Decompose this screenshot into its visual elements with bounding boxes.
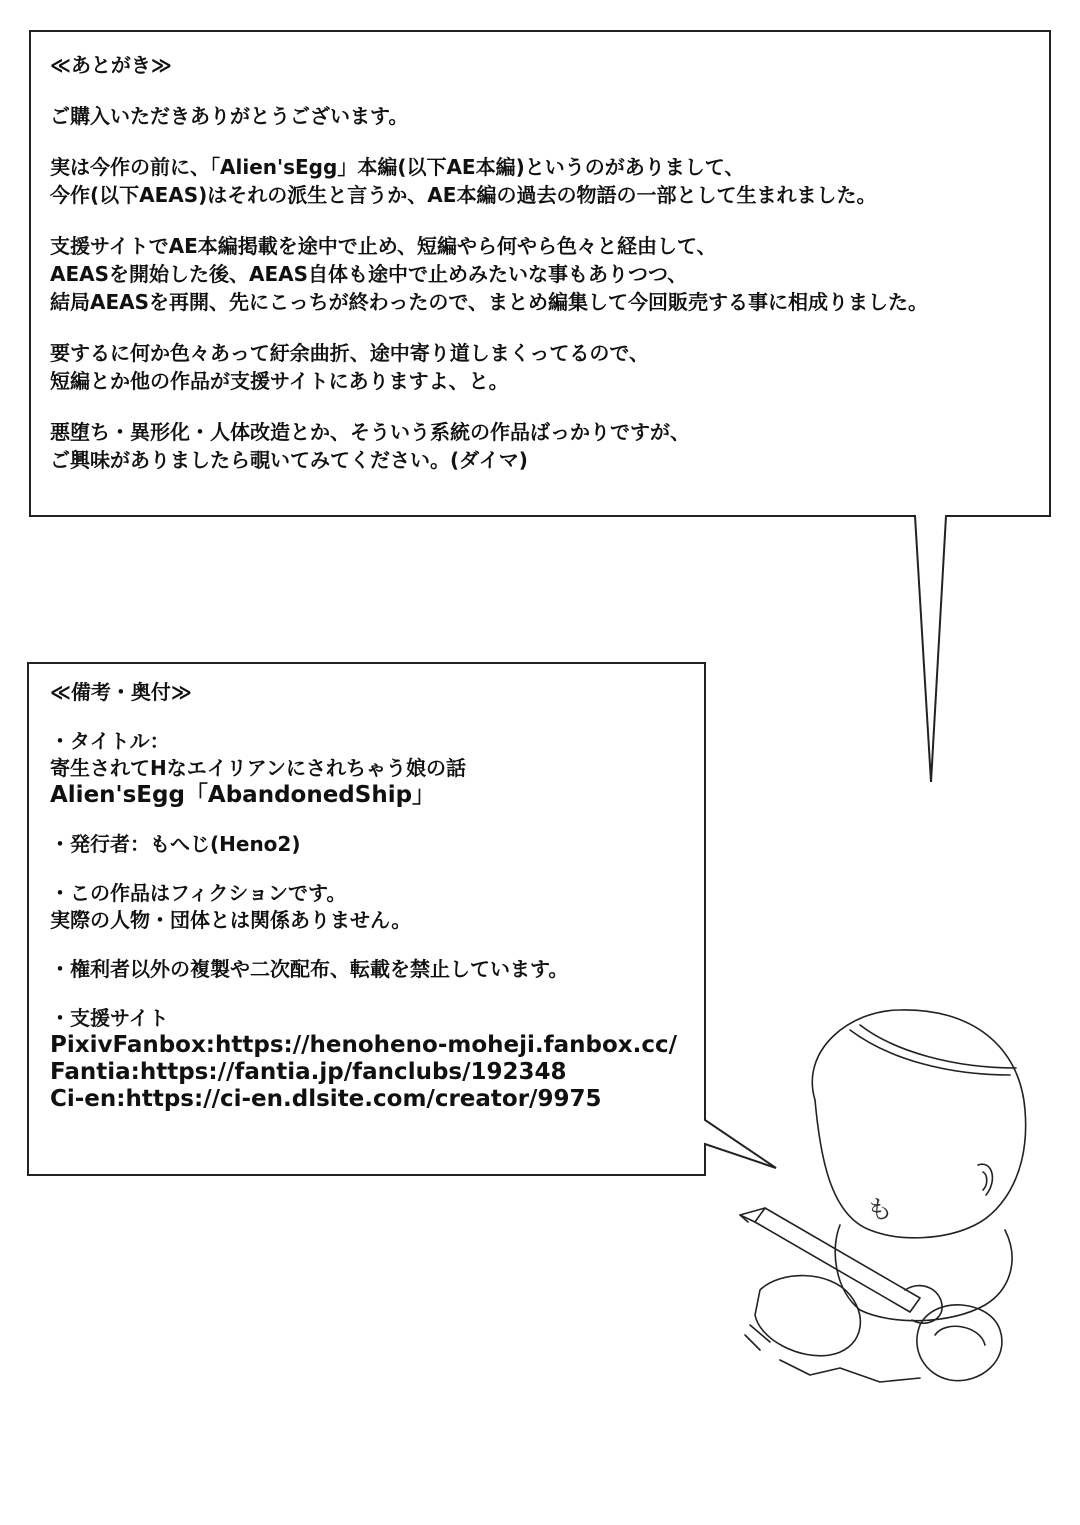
title-english: Alien'sEgg「AbandonedShip」 — [50, 782, 436, 808]
copyright-notice: ・権利者以外の複製や二次配布、転載を禁止しています。 — [50, 957, 569, 981]
afterword-line: 要するに何か色々あって紆余曲折、途中寄り道しまくってるので、 — [50, 341, 649, 365]
afterword-line: 支援サイトでAE本編掲載を途中で止め、短編やら何やら色々と経由して、 — [50, 234, 717, 258]
afterword-text — [50, 51, 928, 474]
notes-text — [50, 679, 677, 1113]
support-cien-link: Ci-en:https://ci-en.dlsite.com/creator/9975 — [50, 1086, 602, 1112]
support-fantia-link: Fantia:https://fantia.jp/fanclubs/192348 — [50, 1059, 567, 1085]
afterword-line: 実は今作の前に、「Alien'sEgg」本編(以下AE本編)というのがありまして、 — [50, 155, 745, 179]
afterword-line: 結局AEASを再開、先にこっちが終わったので、まとめ編集して今回販売する事に相成りました。 — [50, 290, 929, 314]
title-japanese: 寄生されてHなエイリアンにされちゃう娘の話 — [50, 756, 466, 780]
title-label: ・タイトル： — [50, 729, 170, 753]
fiction-notice: ・この作品はフィクションです。 — [50, 881, 347, 905]
afterword-line: AEASを開始した後、AEAS自体も途中で止めみたいな事もありつつ、 — [50, 262, 688, 286]
support-fanbox-link: PixivFanbox:https://henoheno-moheji.fanbox.cc/ — [50, 1032, 678, 1058]
afterword-line: 今作(以下AEAS)はそれの派生と言うか、AE本編の過去の物語の一部として生まれました。 — [50, 183, 877, 207]
support-label: ・支援サイト — [50, 1006, 169, 1030]
afterword-line: ご購入いただきありがとうございます。 — [50, 104, 409, 128]
character-illustration — [720, 990, 1050, 1410]
publisher: ・発行者：もへじ(Heno2) — [50, 832, 301, 856]
face-character: も — [864, 1193, 895, 1227]
afterword-line: 悪堕ち・異形化・人体改造とか、そういう系統の作品ばっかりですが、 — [50, 420, 690, 444]
afterword-line: 短編とか他の作品が支援サイトにありますよ、と。 — [50, 369, 509, 393]
afterword-line: ご興味がありましたら覗いてみてください。(ダイマ) — [50, 448, 528, 472]
afterword-heading: ≪あとがき≫ — [50, 53, 172, 77]
notes-heading: ≪備考・奥付≫ — [50, 680, 192, 704]
fiction-disclaimer: 実際の人物・団体とは関係ありません。 — [50, 908, 412, 932]
